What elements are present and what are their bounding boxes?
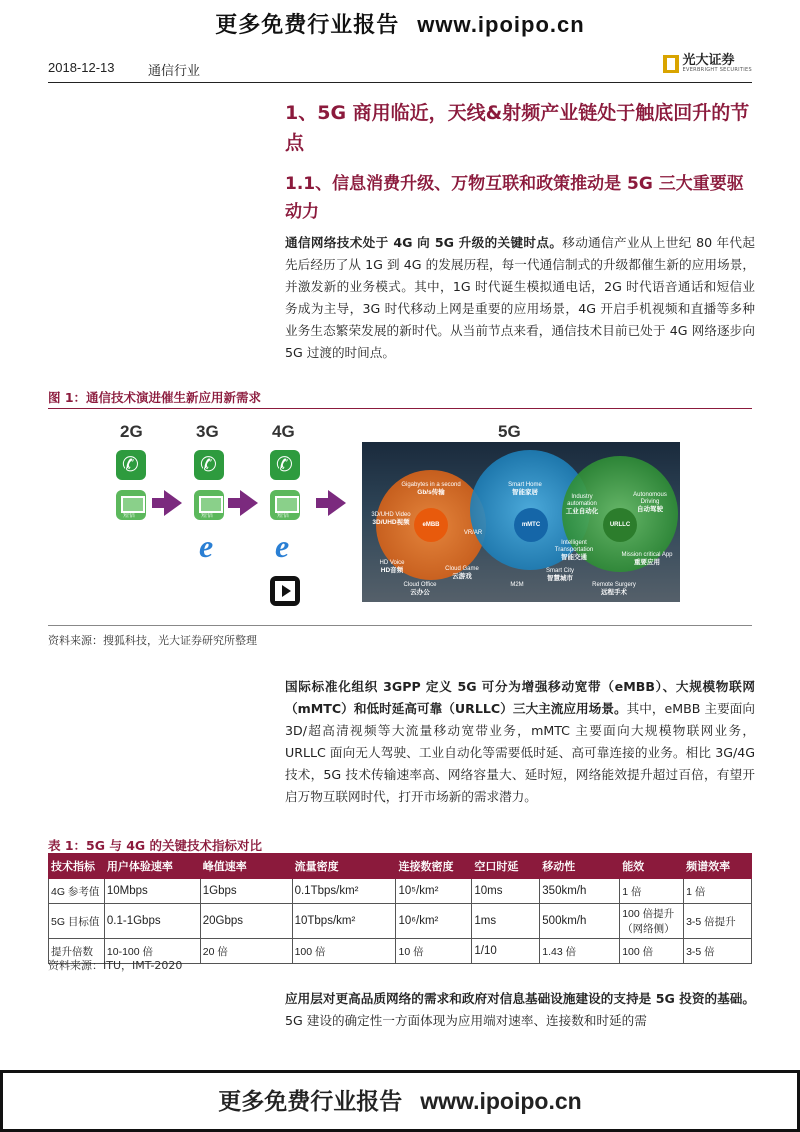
paragraph-3-body: 5G 建设的确定性一方面体现为应用端对速率、连接数和时延的需 xyxy=(285,1013,647,1028)
banner-text: 更多免费行业报告 xyxy=(215,13,400,38)
table-cell: 1 倍 xyxy=(620,879,684,904)
label-cloudgame: Cloud Game 云游戏 xyxy=(445,566,479,580)
table-cell: 0.1-1Gbps xyxy=(104,904,200,939)
header-cell: 技术指标 xyxy=(49,854,105,879)
urllc-hub: URLLC xyxy=(603,508,637,542)
header-cell: 用户体验速率 xyxy=(104,854,200,879)
evolution-figure xyxy=(100,412,700,612)
section-heading: 1、5G 商用临近，天线&射频产业链处于触底回升的节点 xyxy=(285,102,750,154)
label-mission: Mission critical App 重要应用 xyxy=(621,552,673,566)
message-icon xyxy=(194,490,224,520)
gen-label-3g: 3G xyxy=(196,422,219,441)
header-cell: 能效 xyxy=(620,854,684,879)
mmtc-hub: mMTC xyxy=(514,508,548,542)
top-banner xyxy=(0,8,800,39)
header-cell: 峰值速率 xyxy=(200,854,292,879)
subsection-heading: 1.1、信息消费升级、万物互联和政策推动是 5G 三大重要驱动力 xyxy=(285,174,744,222)
paragraph-2-body: 其中，eMBB 主要面向 3D/超高清视频等大流量移动宽带业务，mMTC 主要面向大规模物联网业务，URLLC 面向无人驾驶、工业自动化等需要低时延、高可靠连接的业务。相比 3G/4G 技术，5G 技术传输速率高、网络容量大、延时短，网络能效提升超过百倍，有望开启万物互联网时代，打开市场新的需求潜力。 xyxy=(285,701,755,804)
5g-scenarios-panel xyxy=(362,442,680,602)
table-cell: 1/10 xyxy=(472,939,540,964)
header-cell: 频谱效率 xyxy=(684,854,752,879)
table-cell: 10 倍 xyxy=(396,939,472,964)
phone-icon xyxy=(270,450,300,480)
paragraph-1-body: 移动通信产业从上世纪 80 年代起先后经历了从 1G 到 4G 的发展历程，每一代通信制式的升级都催生新的应用场景，并激发新的业务模式。其中，1G 时代诞生模拟通电话，2G 时代语音通话和短信业务成为主导，3G 时代移动上网是重要的应用场景，4G 开启手机视频和直播等多种业务生态繁荣发展的新时代。从当前节点来看，通信技术目前已处于 4G 网络逐步向 5G 过渡的时间点。 xyxy=(285,235,755,360)
figure-source: 资料来源：搜狐科技，光大证券研究所整理 xyxy=(48,634,257,647)
message-icon xyxy=(270,490,300,520)
gen-label-4g: 4G xyxy=(272,422,295,441)
banner-url[interactable]: www.ipoipo.cn xyxy=(420,1088,582,1114)
paragraph-1 xyxy=(285,232,755,364)
message-icon xyxy=(116,490,146,520)
table-cell: 10⁵/km² xyxy=(396,879,472,904)
paragraph-3-lead: 应用层对更高品质网络的需求和政府对信息基础设施建设的支持是 5G 投资的基础。 xyxy=(285,991,755,1006)
table-cell: 5G 目标值 xyxy=(49,904,105,939)
header-divider xyxy=(48,82,752,83)
table-cell: 20Gbps xyxy=(200,904,292,939)
banner-url[interactable]: www.ipoipo.cn xyxy=(417,12,585,37)
header-cell: 移动性 xyxy=(540,854,620,879)
table-cell: 1ms xyxy=(472,904,540,939)
table-title: 表 1：5G 与 4G 的关键技术指标对比 xyxy=(48,838,263,853)
table-header-row xyxy=(49,854,752,879)
everbright-logo xyxy=(663,54,752,73)
logo-cn-text: 光大证券 xyxy=(682,53,735,68)
bottom-banner xyxy=(0,1070,800,1132)
table-cell: 10ms xyxy=(472,879,540,904)
header-cell: 空口时延 xyxy=(472,854,540,879)
phone-icon xyxy=(194,450,224,480)
table-cell: 1.43 倍 xyxy=(540,939,620,964)
table-cell: 4G 参考值 xyxy=(49,879,105,904)
figure-title: 图 1：通信技术演进催生新应用新需求 xyxy=(48,390,262,405)
paragraph-1-lead: 通信网络技术处于 4G 向 5G 升级的关键时点。 xyxy=(285,235,563,250)
label-smartcity: Smart City 智慧城市 xyxy=(545,568,574,582)
table-cell: 10-100 倍 xyxy=(104,939,200,964)
paragraph-3 xyxy=(285,988,755,1032)
label-m2m: M2M xyxy=(510,582,524,588)
label-gigabytes: Gigabytes in a second Gb/s传输 xyxy=(401,482,461,496)
table-source: 资料来源：ITU，IMT-2020 xyxy=(48,959,183,972)
gen-label-2g: 2G xyxy=(120,422,143,441)
logo-en-text: EVERBRIGHT SECURITIES xyxy=(682,67,752,73)
label-smarthome: Smart Home 智能家居 xyxy=(508,482,542,496)
logo-mark-icon xyxy=(663,55,679,73)
table-row xyxy=(49,879,752,904)
page-header xyxy=(48,53,752,80)
embb-hub: eMBB xyxy=(414,508,448,542)
paragraph-2 xyxy=(285,676,755,808)
table-cell: 20 倍 xyxy=(200,939,292,964)
figure-top-rule xyxy=(48,408,752,409)
report-industry: 通信行业 xyxy=(148,64,201,79)
table-cell: 100 倍 xyxy=(620,939,684,964)
label-surgery: Remote Surgery 远程手术 xyxy=(592,582,636,596)
ie-browser-icon xyxy=(194,534,224,564)
label-cloudoffice: Cloud Office 云办公 xyxy=(403,582,437,596)
banner-text: 更多免费行业报告 xyxy=(218,1089,403,1115)
header-cell: 连接数密度 xyxy=(396,854,472,879)
phone-icon xyxy=(116,450,146,480)
label-transport: Intelligent Transportation 智能交通 xyxy=(554,540,594,561)
figure-bottom-rule xyxy=(48,625,752,626)
paragraph-2-lead: 国际标准化组织 3GPP 定义 5G 可分为增强移动宽带（eMBB）、大规模物联网（mMTC）和低时延高可靠（URLLC）三大主流应用场景。 xyxy=(285,679,755,716)
table-cell: 0.1Tbps/km² xyxy=(292,879,396,904)
table-cell: 提升倍数 xyxy=(49,939,105,964)
table-cell: 10Mbps xyxy=(104,879,200,904)
header-cell: 流量密度 xyxy=(292,854,396,879)
arrow-icon xyxy=(240,490,258,516)
table-cell: 3-5 倍提升 xyxy=(684,904,752,939)
label-hdvoice: HD Voice HD音频 xyxy=(379,560,405,574)
gen-label-5g: 5G xyxy=(498,422,521,441)
table-cell: 100 倍 xyxy=(292,939,396,964)
table-cell: 100 倍提升（网络侧） xyxy=(620,904,684,939)
label-industry: Industry automation 工业自动化 xyxy=(565,494,599,515)
table-cell: 10Tbps/km² xyxy=(292,904,396,939)
table-cell: 3-5 倍 xyxy=(684,939,752,964)
label-autonomous: Autonomous Driving 自动驾驶 xyxy=(633,492,667,513)
report-date: 2018-12-13 xyxy=(48,60,115,75)
table-cell: 10⁶/km² xyxy=(396,904,472,939)
kpi-comparison-table xyxy=(48,853,752,964)
video-play-icon xyxy=(270,576,300,606)
table-cell: 1Gbps xyxy=(200,879,292,904)
table-cell: 1 倍 xyxy=(684,879,752,904)
arrow-icon xyxy=(328,490,346,516)
table-row xyxy=(49,904,752,939)
table-cell: 350km/h xyxy=(540,879,620,904)
arrow-icon xyxy=(164,490,182,516)
ie-browser-icon xyxy=(270,534,300,564)
label-video: 3D/UHD Video 3D/UHD视频 xyxy=(371,512,411,526)
table-cell: 500km/h xyxy=(540,904,620,939)
label-vrar: VR/AR xyxy=(463,530,483,536)
